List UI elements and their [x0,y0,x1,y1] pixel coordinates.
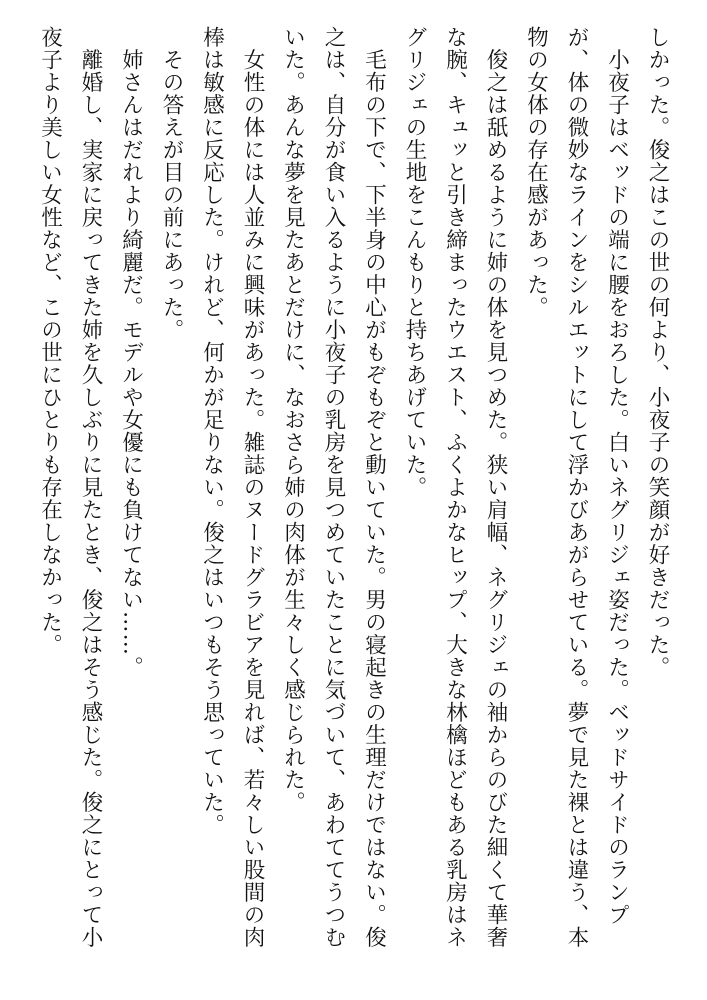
text-line: その答えが目の前にあった。 [159,26,184,341]
text-line: 棒は敏感に反応した。けれど、何かが足りない。俊之はいつもそう思っていた。 [199,26,225,836]
text-line: 物の女体の存在感があった。 [523,26,549,319]
text-line: いた。あんな夢を見たあとだけに、なおさら姉の肉体が生々しく感じられた。 [280,26,306,814]
text-line: 小夜子はベッドの端に腰をおろした。白いネグリジェ姿だった。ベッドサイドのランプ [604,26,630,926]
vertical-text-block [29,26,677,976]
text-line: 毛布の下で、下半身の中心がもぞもぞと動いていた。男の寝起きの生理だけではない。俊 [361,26,387,949]
text-line: が、体の微妙なラインをシルエットにして浮かびあがらせている。夢で見た裸とは違う、本 [564,26,589,949]
text-line: 之は、自分が食い入るように小夜子の乳房を見つめていたことに気づいて、あわててうつむ [321,26,346,949]
text-line: 姉さんはだれより綺麗だ。モデルや女優にも負けてない……。 [118,26,144,679]
text-line: な腕、キュッと引き締まったウエスト、ふくよかなヒップ、大きな林檎ほどもある乳房はネ [442,26,468,949]
text-line: グリジェの生地をこんもりと持ちあげていた。 [402,26,427,499]
text-line: しかった。俊之はこの世の何より、小夜子の笑顔が好きだった。 [645,26,670,679]
text-line: 離婚し、実家に戻ってきた姉を久しぶりに見たとき、俊之はそう感じた。俊之にとって小 [78,26,103,949]
text-line: 女性の体には人並みに興味があった。雑誌のヌードグラビアを見れば、若々しい股間の肉 [240,26,265,949]
text-line: 俊之は舐めるように姉の体を見つめた。狭い肩幅、ネグリジェの袖からのびた細くて華奢 [483,26,508,949]
text-line: 夜子より美しい女性など、この世にひとりも存在しなかった。 [37,26,63,656]
